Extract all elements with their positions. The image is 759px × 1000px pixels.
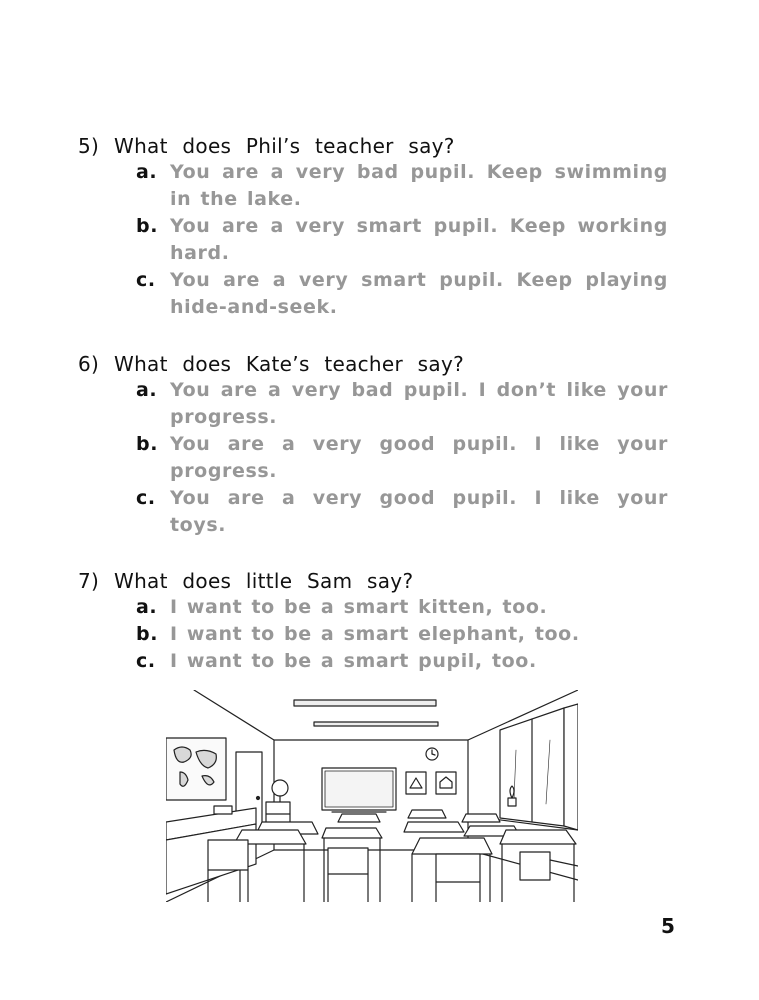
question-text: What does little Sam say? xyxy=(114,569,414,593)
answer-option-a[interactable] xyxy=(136,594,668,621)
wall-clock xyxy=(426,748,438,760)
question-prompt xyxy=(78,133,678,159)
question-prompt xyxy=(78,351,678,377)
world-map xyxy=(166,738,226,800)
answer-option-c[interactable] xyxy=(136,267,668,321)
question-text: What does Kate’s teacher say? xyxy=(114,352,465,376)
ceiling-lights xyxy=(294,700,438,726)
option-letter: b. xyxy=(136,215,159,237)
option-text: You are a very bad pupil. Keep swimming in the lake. xyxy=(170,161,668,210)
option-text: You are a very bad pupil. I don’t like your progress. xyxy=(170,379,668,428)
option-text: You are a very good pupil. I like your progress. xyxy=(170,433,668,482)
question-text: What does Phil’s teacher say? xyxy=(114,134,455,158)
whiteboard xyxy=(322,768,396,812)
answer-option-b[interactable] xyxy=(136,213,668,267)
option-text: I want to be a smart elephant, too. xyxy=(170,623,580,645)
option-text: You are a very good pupil. I like your toys. xyxy=(170,487,668,536)
answer-option-c[interactable] xyxy=(136,485,668,539)
question-7 xyxy=(78,568,678,675)
answer-option-b[interactable] xyxy=(136,431,668,485)
option-text: You are a very smart pupil. Keep working hard. xyxy=(170,215,668,264)
answer-option-a[interactable] xyxy=(136,377,668,431)
option-letter: c. xyxy=(136,650,156,672)
answer-option-c[interactable] xyxy=(136,648,668,675)
answer-option-a[interactable] xyxy=(136,159,668,213)
question-5 xyxy=(78,133,678,321)
question-6 xyxy=(78,351,678,539)
question-number: 6) xyxy=(78,352,100,376)
option-letter: b. xyxy=(136,433,159,455)
option-letter: a. xyxy=(136,596,158,618)
option-text: I want to be a smart kitten, too. xyxy=(170,596,548,618)
classroom-illustration xyxy=(166,690,578,902)
option-text: I want to be a smart pupil, too. xyxy=(170,650,537,672)
option-letter: c. xyxy=(136,487,156,509)
question-number: 5) xyxy=(78,134,100,158)
answer-option-b[interactable] xyxy=(136,621,668,648)
option-letter: a. xyxy=(136,379,158,401)
question-number: 7) xyxy=(78,569,100,593)
windows xyxy=(470,704,578,830)
question-prompt xyxy=(78,568,678,594)
option-text: You are a very smart pupil. Keep playing hide-and-seek. xyxy=(170,269,668,318)
option-letter: c. xyxy=(136,269,156,291)
option-letter: b. xyxy=(136,623,159,645)
page-number: 5 xyxy=(661,914,675,938)
option-letter: a. xyxy=(136,161,158,183)
